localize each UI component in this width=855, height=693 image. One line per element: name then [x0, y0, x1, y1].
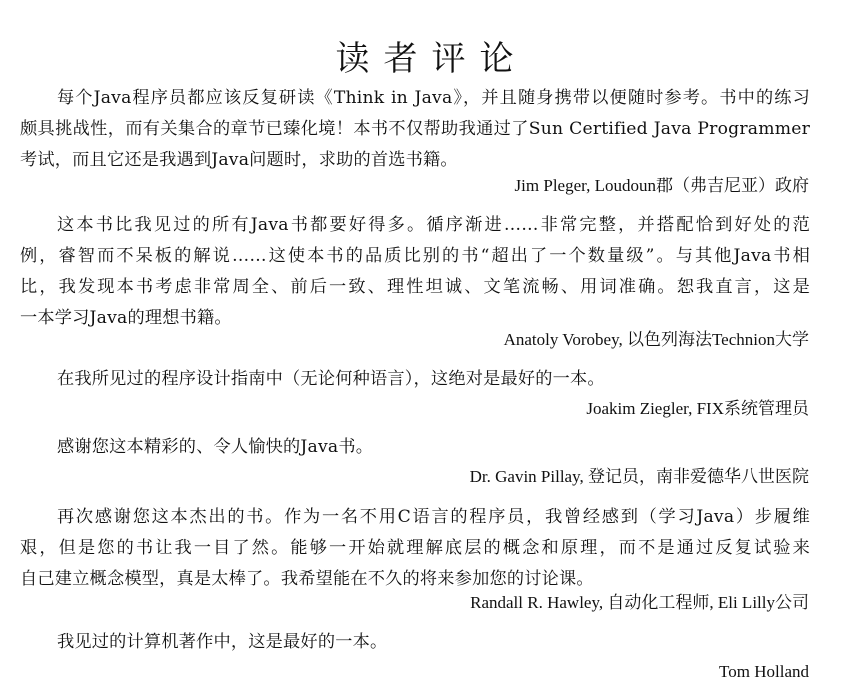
review-3: [20, 364, 810, 395]
page-title: 读者评论: [335, 38, 528, 79]
review-text-line: 比，我发现本书考虑非常周全、前后一致、理性坦诚、文笔流畅、用词准确。恕我直言，这是: [20, 277, 810, 297]
review-1-attribution: Jim Pleger, Loudoun郡（弗吉尼亚）政府: [514, 176, 809, 195]
review-text-line: 感谢您这本精彩的、令人愉快的Java书。: [57, 437, 374, 457]
review-text-line: 一本学习Java的理想书籍。: [20, 308, 232, 328]
review-text-line: 再次感谢您这本杰出的书。作为一名不用C语言的程序员，我曾经感到（学习Java）步履维: [57, 507, 810, 527]
review-text-line: 这本书比我见过的所有Java书都要好得多。循序渐进……非常完整，并搭配恰到好处的范: [57, 215, 810, 235]
review-2: [20, 210, 810, 334]
review-text-line: 颇具挑战性，而有关集合的章节已臻化境！本书不仅帮助我通过了Sun Certified Java Programmer: [20, 119, 810, 139]
review-text-line: 自己建立概念模型，真是太棒了。我希望能在不久的将来参加您的讨论课。: [20, 569, 594, 589]
review-6: [20, 627, 810, 658]
review-text-line: 每个Java程序员都应该反复研读《Think in Java》，并且随身携带以便随时参考。书中的练习: [57, 88, 810, 108]
review-text-line: 艰，但是您的书让我一目了然。能够一开始就理解底层的概念和原理，而不是通过反复试验来: [20, 538, 810, 558]
review-5-attribution: Randall R. Hawley, 自动化工程师, Eli Lilly公司: [470, 593, 809, 612]
review-4-attribution: Dr. Gavin Pillay, 登记员，南非爱德华八世医院: [469, 467, 809, 486]
review-text-line: 考试，而且它还是我遇到Java问题时，求助的首选书籍。: [20, 150, 458, 170]
review-5: [20, 502, 810, 595]
review-text-line: 我见过的计算机著作中，这是最好的一本。: [57, 632, 388, 652]
review-6-attribution: Tom Holland: [719, 662, 809, 681]
review-2-attribution: Anatoly Vorobey, 以色列海法Technion大学: [503, 330, 809, 349]
review-text-line: 在我所见过的程序设计指南中（无论何种语言），这绝对是最好的一本。: [57, 369, 605, 389]
review-4: [20, 432, 810, 463]
review-3-attribution: Joakim Ziegler, FIX系统管理员: [586, 399, 809, 418]
review-text-line: 例，睿智而不呆板的解说……这使本书的品质比别的书“超出了一个数量级”。与其他Java书相: [20, 246, 810, 266]
review-1: [20, 83, 810, 176]
